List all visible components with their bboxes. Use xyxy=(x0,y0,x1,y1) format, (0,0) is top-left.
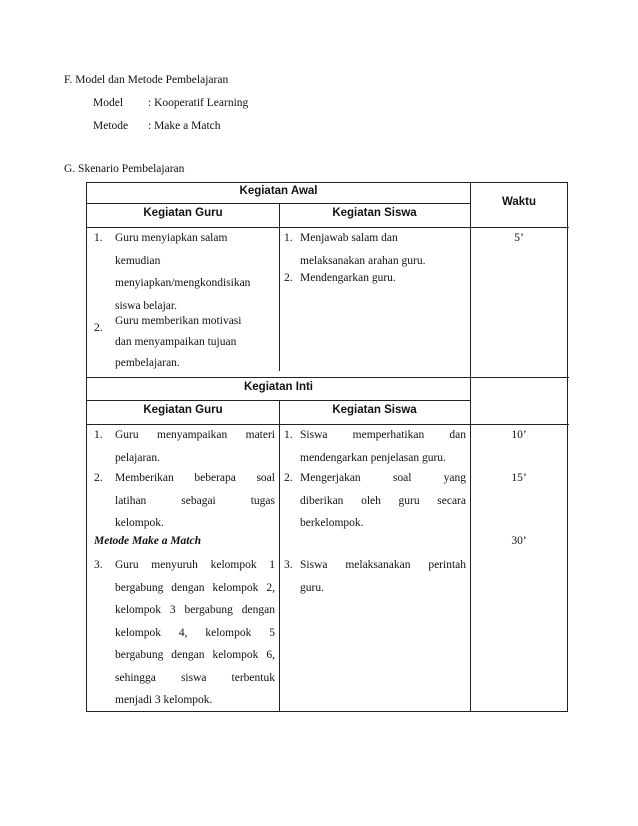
list-item xyxy=(300,227,466,272)
divider xyxy=(470,183,471,711)
text-line: kemudian xyxy=(115,254,161,267)
list-item: Mendengarkan guru. xyxy=(300,272,396,284)
word: siswa xyxy=(180,671,207,684)
model-label: Model xyxy=(93,97,124,109)
text-line xyxy=(115,424,275,447)
list-number: 2. xyxy=(284,272,293,284)
word: kelompok xyxy=(212,581,259,594)
text-line xyxy=(115,622,275,645)
kegiatan-guru-header: Kegiatan Guru xyxy=(143,207,223,219)
word: 2, xyxy=(266,581,275,594)
section-f-title: F. Model dan Metode Pembelajaran xyxy=(64,74,229,86)
metode-label: Metode xyxy=(93,120,129,132)
text-line: pelajaran. xyxy=(115,451,161,464)
text-line xyxy=(300,467,466,490)
word: soal xyxy=(256,472,275,484)
list-number: 2. xyxy=(94,322,103,334)
word: dan xyxy=(449,429,466,441)
text-line: kelompok. xyxy=(115,517,164,529)
word: menyuruh xyxy=(151,559,198,571)
text-line: dan menyampaikan tujuan xyxy=(115,336,237,348)
text-line xyxy=(300,424,466,447)
list-number: 3. xyxy=(284,559,293,571)
text-line xyxy=(115,554,275,577)
divider xyxy=(87,203,470,204)
list-number: 2. xyxy=(284,472,293,484)
kegiatan-guru-header: Kegiatan Guru xyxy=(143,404,223,416)
word: sehingga xyxy=(115,671,156,684)
word: dengan xyxy=(171,581,205,594)
word: sebagai xyxy=(181,494,216,507)
text-line xyxy=(300,554,466,577)
text-line: Guru menyiapkan salam xyxy=(115,232,228,244)
text-line: siswa belajar. xyxy=(115,299,177,312)
word: 6, xyxy=(266,649,275,661)
text-line: Guru memberikan motivasi xyxy=(115,315,242,327)
text-line: pembelajaran. xyxy=(115,357,180,369)
text-line xyxy=(115,667,275,690)
list-number: 1. xyxy=(284,429,293,441)
list-item xyxy=(115,554,275,712)
text-line xyxy=(115,577,275,600)
divider xyxy=(279,400,280,711)
waktu-value: 30’ xyxy=(511,535,527,547)
list-item xyxy=(300,424,466,469)
word: kelompok xyxy=(210,559,257,571)
text-line: Menjawab salam dan xyxy=(300,232,398,244)
text-line: berkelompok. xyxy=(300,517,364,529)
word: dengan xyxy=(171,649,205,661)
word: 4, xyxy=(178,626,188,639)
scenario-table xyxy=(86,182,568,712)
word: Guru xyxy=(115,429,139,441)
list-item xyxy=(300,554,466,599)
word: diberikan xyxy=(300,494,344,507)
list-item xyxy=(115,467,275,535)
text-line xyxy=(115,644,275,667)
word: 5 xyxy=(269,626,275,639)
word: materi xyxy=(245,429,275,441)
word: dengan xyxy=(241,604,275,616)
word: guru xyxy=(398,494,420,507)
text-line: menyiapkan/mengkondisikan xyxy=(115,277,251,289)
text-line: melaksanakan arahan guru. xyxy=(300,254,426,267)
word: oleh xyxy=(361,494,381,507)
word: latihan xyxy=(115,494,147,507)
word: kelompok xyxy=(115,626,161,639)
word: soal xyxy=(392,472,412,484)
word: bergabung xyxy=(115,581,164,594)
text-line xyxy=(300,490,466,513)
model-value: : Kooperatif Learning xyxy=(148,97,249,109)
kegiatan-awal-header: Kegiatan Awal xyxy=(239,185,318,197)
divider xyxy=(279,203,280,371)
section-g-title: G. Skenario Pembelajaran xyxy=(64,163,185,175)
divider xyxy=(87,400,470,401)
word: 1 xyxy=(269,559,275,571)
list-item xyxy=(300,467,466,535)
text-line xyxy=(115,599,275,622)
list-number: 2. xyxy=(94,472,103,484)
list-number: 1. xyxy=(284,232,293,244)
list-item xyxy=(115,424,275,469)
word: memperhatikan xyxy=(352,429,425,441)
word: yang xyxy=(443,472,466,484)
list-number: 1. xyxy=(94,232,103,244)
list-item xyxy=(115,311,275,374)
kegiatan-siswa-header: Kegiatan Siswa xyxy=(332,207,417,219)
word: secara xyxy=(437,494,466,507)
word: Siswa xyxy=(300,559,328,571)
list-item xyxy=(115,227,275,317)
word: Guru xyxy=(115,559,139,571)
waktu-header: Waktu xyxy=(501,196,537,208)
word: terbentuk xyxy=(231,671,275,684)
make-a-match-heading: Metode Make a Match xyxy=(94,535,202,547)
kegiatan-inti-header: Kegiatan Inti xyxy=(243,381,313,393)
word: melaksanakan xyxy=(345,559,411,571)
word: kelompok xyxy=(115,604,161,616)
list-number: 3. xyxy=(94,559,103,571)
list-number: 1. xyxy=(94,429,103,441)
word: tugas xyxy=(250,494,275,507)
word: beberapa xyxy=(194,472,236,484)
word: Memberikan xyxy=(115,472,174,484)
word: bergabung xyxy=(115,649,164,661)
word: perintah xyxy=(428,559,466,571)
word: Mengerjakan xyxy=(300,472,361,484)
divider xyxy=(87,377,569,378)
metode-value: : Make a Match xyxy=(148,120,221,132)
word: Siswa xyxy=(300,429,328,441)
text-line: mendengarkan penjelasan guru. xyxy=(300,451,446,464)
word: kelompok xyxy=(205,626,252,639)
waktu-value: 5’ xyxy=(514,232,524,244)
word: kelompok xyxy=(212,649,259,661)
word: 3 xyxy=(169,604,176,616)
word: menyampaikan xyxy=(157,429,228,441)
text-line xyxy=(115,490,275,513)
waktu-value: 10’ xyxy=(511,429,527,441)
text-line: guru. xyxy=(300,581,324,594)
kegiatan-siswa-header: Kegiatan Siswa xyxy=(332,404,417,416)
waktu-value: 15’ xyxy=(511,472,527,484)
word: bergabung xyxy=(184,604,233,616)
text-line xyxy=(115,467,275,490)
text-line: menjadi 3 kelompok. xyxy=(115,694,213,706)
